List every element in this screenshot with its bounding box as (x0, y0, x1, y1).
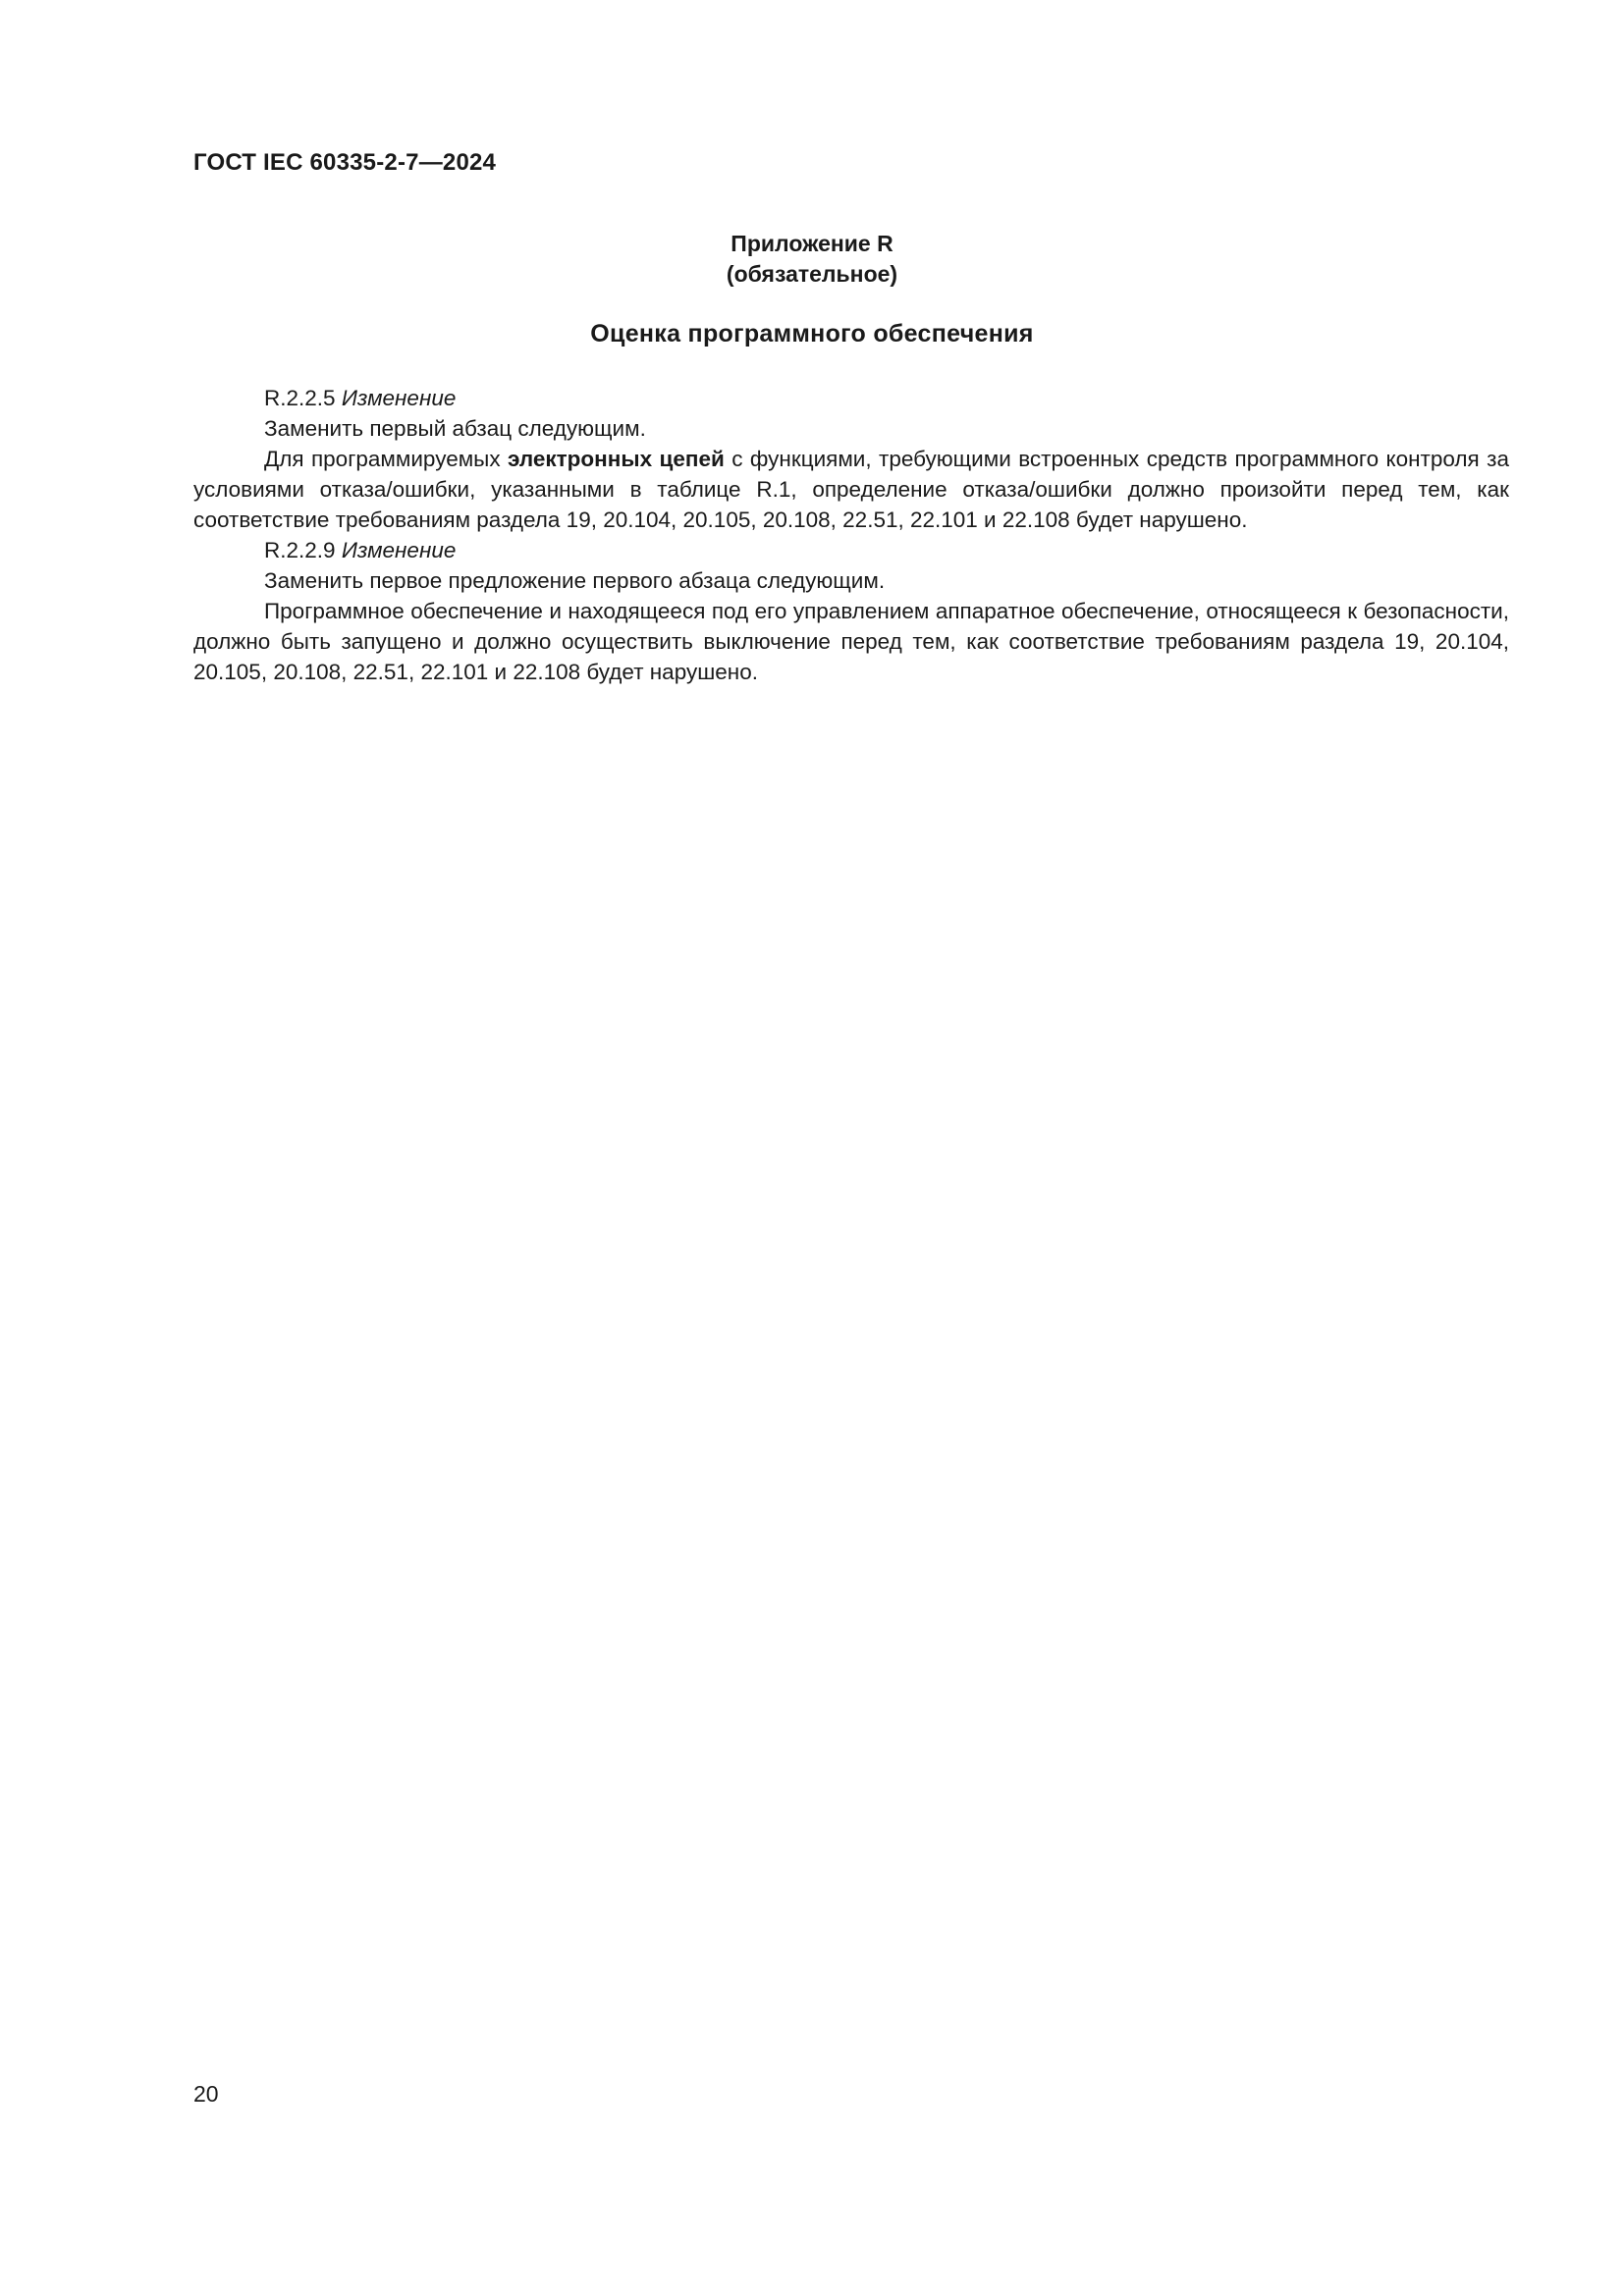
document-header-code: ГОСТ IEC 60335-2-7—2024 (193, 149, 497, 176)
annex-heading (0, 229, 1624, 290)
clause-paragraph (193, 444, 1509, 535)
clause-number: R.2.2.9 (264, 538, 336, 562)
clause-change-label: Изменение (341, 386, 457, 410)
clause-heading (193, 535, 1509, 565)
clause-change-label: Изменение (341, 538, 457, 562)
clause-instruction: Заменить первое предложение первого абзаца следующим. (264, 568, 886, 593)
section-title: Оценка программного обеспечения (590, 320, 1034, 347)
annex-status: (обязательное) (726, 261, 898, 287)
paragraph-text: с функциями, требующими встроенных средств программного контроля за условиями отказа/ошибки, указанными в таблице R.1, определение отказа/ошибки должно произойти перед тем, как соответствие требованиям раздела 19, 20.104, 20.105, 20.108, 22.51, 22.101 и 22.108 будет нарушено. (193, 447, 1509, 532)
annex-title: Приложение R (731, 231, 893, 256)
page-number: 20 (193, 2081, 219, 2107)
clause-paragraph: Программное обеспечение и находящееся под его управлением аппаратное обеспечение, относящееся к безопасности, должно быть запущено и должно осуществить выключение перед тем, как соответствие требованиям раздела 19, 20.104, 20.105, 20.108, 22.51, 22.101 и 22.108 будет нарушено. (193, 599, 1509, 684)
document-body (193, 383, 1509, 687)
clause-instruction: Заменить первый абзац следующим. (264, 416, 646, 441)
clause-number: R.2.2.5 (264, 386, 336, 410)
paragraph-text: Для программируемых (264, 447, 501, 471)
clause-heading (193, 383, 1509, 413)
defined-term: электронных цепей (508, 447, 725, 471)
